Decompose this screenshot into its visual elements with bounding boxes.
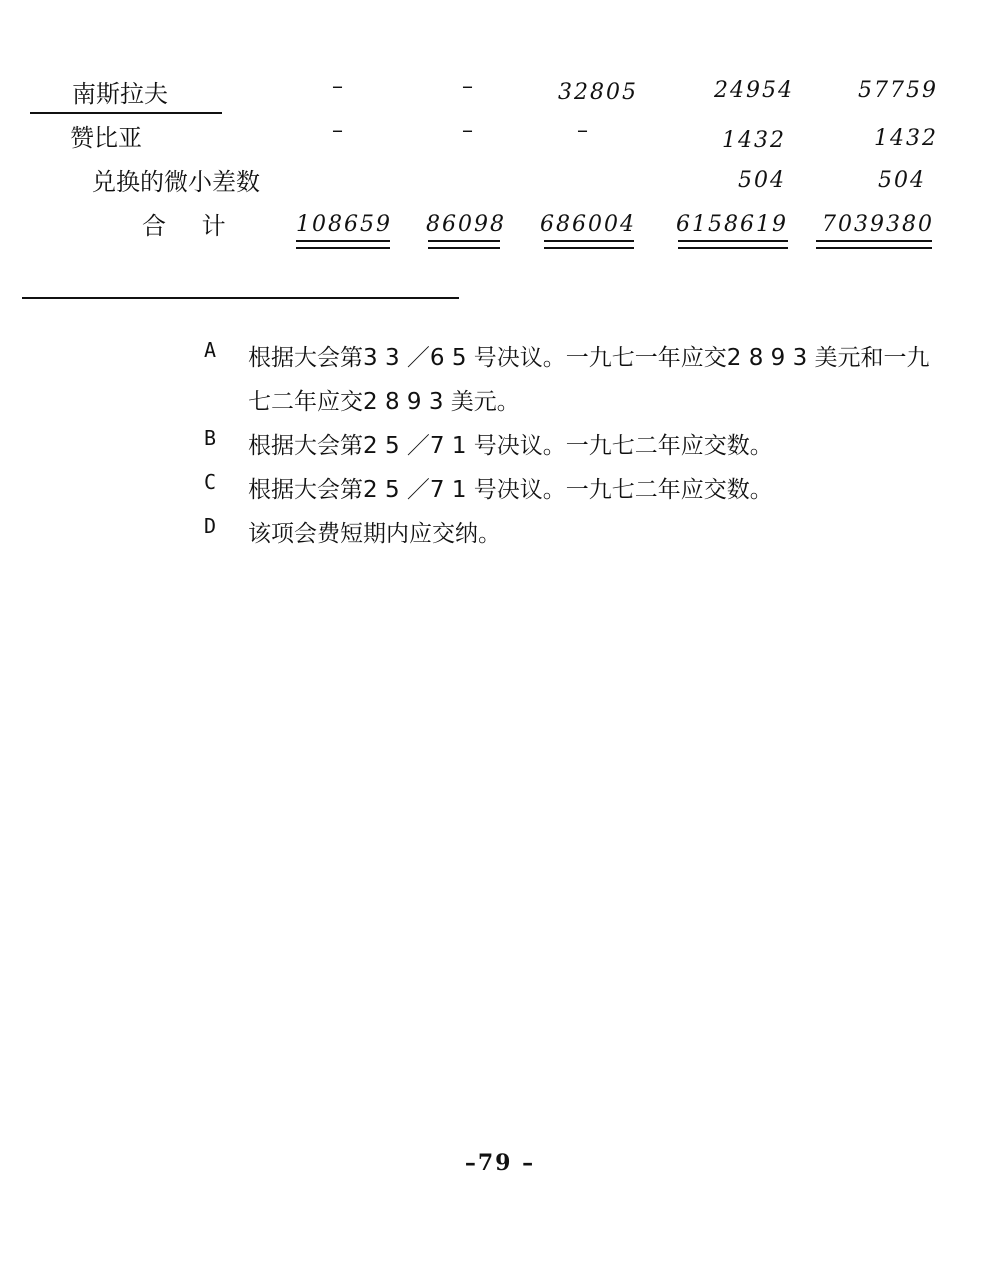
footnote-separator bbox=[22, 297, 459, 299]
footnote bbox=[204, 512, 964, 556]
table-cell: – bbox=[332, 118, 343, 143]
footnote-text: 根据大会第3 3 ／6 5 号决议。一九七一年应交2 8 9 3 美元和一九七二年应交2 8 9 3 美元。 bbox=[248, 345, 930, 415]
table-cell: 32805 bbox=[558, 80, 638, 105]
total-double-underline bbox=[428, 240, 500, 249]
row-label: 南斯拉夫 bbox=[72, 80, 168, 108]
footnote-key: A bbox=[204, 338, 217, 362]
total-cell: 108659 bbox=[296, 212, 392, 237]
total-double-underline bbox=[544, 240, 634, 249]
table-cell: 504 bbox=[878, 168, 926, 193]
footnote-key: C bbox=[204, 470, 217, 494]
table-row bbox=[0, 118, 1000, 158]
total-double-underline bbox=[678, 240, 788, 249]
row-label: 赞比亚 bbox=[70, 124, 142, 152]
footnote bbox=[204, 468, 964, 512]
total-cell: 686004 bbox=[540, 212, 636, 237]
table-row bbox=[0, 74, 1000, 114]
page-number: –79 – bbox=[464, 1150, 536, 1176]
table-cell: 24954 bbox=[714, 78, 794, 103]
table-cell: 1432 bbox=[722, 128, 786, 153]
footnote-text: 根据大会第2 5 ／7 1 号决议。一九七二年应交数。 bbox=[248, 433, 773, 459]
total-cell: 7039380 bbox=[822, 212, 934, 237]
row-label: 兑换的微小差数 bbox=[92, 168, 260, 196]
table-cell: – bbox=[462, 74, 473, 99]
table-cell: – bbox=[462, 118, 473, 143]
table-row bbox=[0, 162, 1000, 202]
footnote-key: D bbox=[204, 514, 217, 538]
label-underline bbox=[30, 112, 222, 114]
table-cell: – bbox=[577, 118, 588, 143]
footnote bbox=[204, 424, 964, 468]
contributions-table bbox=[0, 0, 1000, 270]
footnote-key: B bbox=[204, 426, 217, 450]
table-cell: 57759 bbox=[858, 78, 938, 103]
total-double-underline bbox=[816, 240, 932, 249]
table-cell: 504 bbox=[738, 168, 786, 193]
total-label: 合 计 bbox=[142, 212, 240, 240]
table-cell: 1432 bbox=[874, 126, 938, 151]
total-cell: 6158619 bbox=[676, 212, 788, 237]
total-double-underline bbox=[296, 240, 390, 249]
footnote bbox=[204, 336, 964, 426]
footnote-text: 根据大会第2 5 ／7 1 号决议。一九七二年应交数。 bbox=[248, 477, 773, 503]
footnote-text: 该项会费短期内应交纳。 bbox=[248, 521, 501, 547]
table-cell: – bbox=[332, 74, 343, 99]
total-cell: 86098 bbox=[426, 212, 506, 237]
